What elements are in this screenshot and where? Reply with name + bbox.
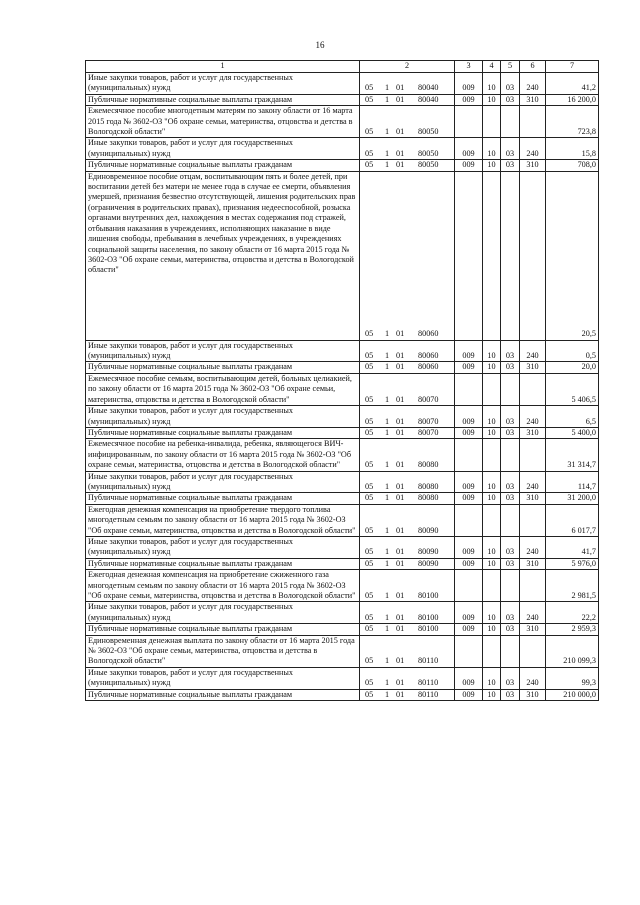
target-code-part: 1: [385, 362, 390, 372]
target-code-part: 80090: [418, 547, 439, 557]
expense-type-code: [520, 439, 546, 471]
section-code: [483, 504, 501, 536]
amount: 16 200,0: [546, 94, 599, 105]
target-code-part: 01: [396, 481, 405, 491]
budget-table: [85, 60, 599, 701]
target-code: [360, 94, 455, 105]
grbs-code: 009: [455, 602, 483, 624]
row-name: Иные закупки товаров, работ и услуг для государственных (муниципальных) нужд: [86, 536, 360, 558]
target-code-part: 80090: [418, 525, 439, 535]
row-name: Единовременная денежная выплата по закону области от 16 марта 2015 года № 3602-ОЗ "Об охране семьи, материнства, отцовства и детства в Вологодской области": [86, 635, 360, 667]
subsection-code: 03: [501, 94, 520, 105]
target-code-part: 1: [385, 394, 390, 404]
target-code-part: 01: [396, 689, 405, 699]
row-name: Публичные нормативные социальные выплаты гражданам: [86, 558, 360, 569]
table-row: [86, 504, 599, 536]
section-code: 10: [483, 558, 501, 569]
grbs-code: 009: [455, 340, 483, 362]
subsection-code: 03: [501, 362, 520, 373]
section-code: 10: [483, 493, 501, 504]
row-name: Иные закупки товаров, работ и услуг для государственных (муниципальных) нужд: [86, 340, 360, 362]
target-code-part: 05: [365, 689, 374, 699]
target-code-part: 80040: [418, 94, 439, 104]
expense-type-code: 310: [520, 160, 546, 171]
target-code-part: 1: [385, 689, 390, 699]
target-code-part: 80040: [418, 83, 439, 93]
target-code-part: 01: [396, 416, 405, 426]
subsection-code: [501, 171, 520, 340]
grbs-code: 009: [455, 471, 483, 493]
grbs-code: 009: [455, 138, 483, 160]
section-code: [483, 439, 501, 471]
target-code: [360, 504, 455, 536]
section-code: [483, 570, 501, 602]
target-code-part: 05: [365, 558, 374, 568]
grbs-code: [455, 504, 483, 536]
table-row: [86, 340, 599, 362]
subsection-code: 03: [501, 138, 520, 160]
expense-type-code: 240: [520, 340, 546, 362]
table-row: [86, 73, 599, 95]
row-name: Публичные нормативные социальные выплаты гражданам: [86, 362, 360, 373]
target-code: [360, 406, 455, 428]
section-code: 10: [483, 73, 501, 95]
target-code-part: 1: [385, 558, 390, 568]
target-code-part: 05: [365, 83, 374, 93]
row-name: Иные закупки товаров, работ и услуг для государственных (муниципальных) нужд: [86, 138, 360, 160]
target-code-part: 80050: [418, 160, 439, 170]
grbs-code: [455, 373, 483, 405]
target-code-part: 01: [396, 678, 405, 688]
target-code-part: 05: [365, 427, 374, 437]
column-header-subsection: 5: [501, 61, 520, 73]
table-row: [86, 689, 599, 700]
section-code: 10: [483, 689, 501, 700]
section-code: 10: [483, 536, 501, 558]
grbs-code: 009: [455, 160, 483, 171]
target-code: [360, 427, 455, 438]
amount: 708,0: [546, 160, 599, 171]
amount: 0,5: [546, 340, 599, 362]
grbs-code: [455, 106, 483, 138]
target-code: [360, 73, 455, 95]
target-code: [360, 493, 455, 504]
amount: 2 981,5: [546, 570, 599, 602]
row-name: Публичные нормативные социальные выплаты гражданам: [86, 493, 360, 504]
target-code-part: 05: [365, 394, 374, 404]
table-row: [86, 94, 599, 105]
target-code-part: 01: [396, 460, 405, 470]
target-code-part: 1: [385, 148, 390, 158]
grbs-code: 009: [455, 427, 483, 438]
target-code-part: 80090: [418, 558, 439, 568]
target-code: [360, 106, 455, 138]
row-name: Ежемесячное пособие на ребенка-инвалида, ребенка, являющегося ВИЧ-инфицированным, по закону области от 16 марта 2015 года № 3602-ОЗ "Об охране семьи, материнства, отцовства и детства в Вологодской области": [86, 439, 360, 471]
amount: 41,7: [546, 536, 599, 558]
table-body: [86, 73, 599, 701]
target-code-part: 1: [385, 160, 390, 170]
target-code: [360, 471, 455, 493]
amount: 99,3: [546, 667, 599, 689]
target-code: [360, 667, 455, 689]
target-code-part: 80100: [418, 612, 439, 622]
amount: 2 959,3: [546, 624, 599, 635]
target-code-part: 80080: [418, 493, 439, 503]
expense-type-code: 310: [520, 94, 546, 105]
table-row: [86, 106, 599, 138]
table-row: [86, 536, 599, 558]
target-code-part: 01: [396, 351, 405, 361]
target-code-part: 1: [385, 678, 390, 688]
target-code-part: 80060: [418, 362, 439, 372]
target-code-part: 05: [365, 656, 374, 666]
amount: 41,2: [546, 73, 599, 95]
target-code-part: 1: [385, 416, 390, 426]
row-name: Ежегодная денежная компенсация на приобретение сжиженного газа многодетным семьям по закону области от 16 марта 2015 года № 3602-ОЗ "Об охране семьи, материнства, отцовства и детства в Вологодской области": [86, 570, 360, 602]
target-code-part: 05: [365, 148, 374, 158]
grbs-code: 009: [455, 624, 483, 635]
target-code-part: 1: [385, 127, 390, 137]
amount: 20,0: [546, 362, 599, 373]
expense-type-code: 240: [520, 138, 546, 160]
target-code-part: 01: [396, 591, 405, 600]
expense-type-code: 240: [520, 406, 546, 428]
column-header-amount: 7: [546, 61, 599, 73]
section-code: [483, 171, 501, 340]
table-row: [86, 138, 599, 160]
target-code: [360, 635, 455, 667]
amount: 723,8: [546, 106, 599, 138]
expense-type-code: [520, 373, 546, 405]
column-header-section: 4: [483, 61, 501, 73]
target-code-part: 05: [365, 678, 374, 688]
target-code-part: 1: [385, 624, 390, 634]
section-code: 10: [483, 406, 501, 428]
amount: 31 200,0: [546, 493, 599, 504]
subsection-code: [501, 504, 520, 536]
target-code-part: 01: [396, 493, 405, 503]
target-code-part: 05: [365, 612, 374, 622]
expense-type-code: 310: [520, 624, 546, 635]
target-code-part: 05: [365, 127, 374, 137]
grbs-code: 009: [455, 493, 483, 504]
amount: 6 017,7: [546, 504, 599, 536]
grbs-code: 009: [455, 689, 483, 700]
target-code-part: 80100: [418, 624, 439, 634]
table-row: [86, 427, 599, 438]
expense-type-code: 310: [520, 493, 546, 504]
target-code-part: 05: [365, 160, 374, 170]
target-code-part: 80070: [418, 394, 439, 404]
section-code: 10: [483, 138, 501, 160]
target-code-part: 1: [385, 591, 390, 600]
table-row: [86, 160, 599, 171]
target-code-part: 1: [385, 493, 390, 503]
target-code-part: 01: [396, 427, 405, 437]
grbs-code: 009: [455, 362, 483, 373]
table-row: [86, 635, 599, 667]
target-code-part: 80050: [418, 127, 439, 137]
section-code: 10: [483, 362, 501, 373]
expense-type-code: 240: [520, 602, 546, 624]
expense-type-code: 240: [520, 73, 546, 95]
subsection-code: 03: [501, 624, 520, 635]
row-name: Иные закупки товаров, работ и услуг для государственных (муниципальных) нужд: [86, 667, 360, 689]
table-row: [86, 558, 599, 569]
amount: 5 976,0: [546, 558, 599, 569]
amount: 20,5: [546, 171, 599, 340]
target-code-part: 80060: [418, 351, 439, 361]
target-code-part: 1: [385, 481, 390, 491]
table-row: [86, 667, 599, 689]
section-code: 10: [483, 94, 501, 105]
amount: 5 406,5: [546, 373, 599, 405]
target-code: [360, 373, 455, 405]
expense-type-code: [520, 570, 546, 602]
expense-type-code: 310: [520, 362, 546, 373]
amount: 15,8: [546, 138, 599, 160]
target-code-part: 01: [396, 127, 405, 137]
target-code-part: 05: [365, 416, 374, 426]
expense-type-code: [520, 106, 546, 138]
target-code-part: 05: [365, 351, 374, 361]
target-code-part: 05: [365, 591, 374, 600]
grbs-code: [455, 439, 483, 471]
row-name: Единовременное пособие отцам, воспитывающим пять и более детей, при воспитании детей без матери не менее года в случае ее смерти, объявления умершей, признания безвестно отсутствующей, лишения родительских прав (ограничения в родительских правах), признания недееспособной, розыска органами внутренних дел, нахождения в местах содержания под стражей, отбывания наказания в учреждениях, исполняющих наказание в виде лишения свободы, пребывания в лечебных учреждениях, в учреждениях социальной защиты населения, по закону области от 16 марта 2015 года № 3602-ОЗ "Об охране семьи, материнства, отцовства и детства в Вологодской области": [86, 171, 360, 340]
expense-type-code: 240: [520, 667, 546, 689]
row-name: Публичные нормативные социальные выплаты гражданам: [86, 427, 360, 438]
target-code-part: 01: [396, 148, 405, 158]
target-code-part: 1: [385, 656, 390, 666]
table-row: [86, 471, 599, 493]
target-code-part: 05: [365, 362, 374, 372]
target-code-part: 01: [396, 624, 405, 634]
page-number: 16: [315, 40, 325, 50]
grbs-code: [455, 570, 483, 602]
target-code-part: 80100: [418, 591, 439, 600]
subsection-code: 03: [501, 602, 520, 624]
target-code-part: 01: [396, 394, 405, 404]
row-name: Публичные нормативные социальные выплаты гражданам: [86, 94, 360, 105]
target-code-part: 80080: [418, 460, 439, 470]
target-code: [360, 340, 455, 362]
column-header-expense-type: 6: [520, 61, 546, 73]
target-code-part: 05: [365, 525, 374, 535]
target-code-part: 1: [385, 460, 390, 470]
section-code: [483, 373, 501, 405]
amount: 31 314,7: [546, 439, 599, 471]
amount: 5 400,0: [546, 427, 599, 438]
target-code-part: 05: [365, 329, 374, 339]
target-code-part: 80110: [418, 678, 439, 688]
grbs-code: 009: [455, 667, 483, 689]
grbs-code: 009: [455, 406, 483, 428]
expense-type-code: 240: [520, 471, 546, 493]
expense-type-code: 310: [520, 558, 546, 569]
target-code-part: 01: [396, 329, 405, 339]
section-code: 10: [483, 340, 501, 362]
expense-type-code: [520, 635, 546, 667]
target-code: [360, 171, 455, 340]
target-code-part: 01: [396, 362, 405, 372]
subsection-code: 03: [501, 471, 520, 493]
target-code-part: 1: [385, 83, 390, 93]
subsection-code: [501, 373, 520, 405]
row-name: Иные закупки товаров, работ и услуг для государственных (муниципальных) нужд: [86, 471, 360, 493]
expense-type-code: 310: [520, 427, 546, 438]
table-row: [86, 406, 599, 428]
subsection-code: 03: [501, 689, 520, 700]
subsection-code: 03: [501, 536, 520, 558]
subsection-code: 03: [501, 667, 520, 689]
target-code: [360, 138, 455, 160]
amount: 6,5: [546, 406, 599, 428]
subsection-code: 03: [501, 493, 520, 504]
target-code: [360, 624, 455, 635]
subsection-code: 03: [501, 73, 520, 95]
subsection-code: [501, 439, 520, 471]
row-name: Публичные нормативные социальные выплаты гражданам: [86, 160, 360, 171]
table-row: [86, 602, 599, 624]
grbs-code: 009: [455, 558, 483, 569]
column-header-name: 1: [86, 61, 360, 73]
table-row: [86, 570, 599, 602]
row-name: Иные закупки товаров, работ и услуг для государственных (муниципальных) нужд: [86, 406, 360, 428]
row-name: Иные закупки товаров, работ и услуг для государственных (муниципальных) нужд: [86, 602, 360, 624]
amount: 114,7: [546, 471, 599, 493]
target-code-part: 80070: [418, 416, 439, 426]
row-name: Ежемесячное пособие семьям, воспитывающим детей, больных целиакией, по закону области от 16 марта 2015 года № 3602-ОЗ "Об охране семьи, материнства, отцовства и детства в Вологодской области": [86, 373, 360, 405]
target-code-part: 1: [385, 612, 390, 622]
target-code-part: 01: [396, 656, 405, 666]
target-code: [360, 439, 455, 471]
target-code-part: 80110: [418, 656, 439, 666]
target-code-part: 80070: [418, 427, 439, 437]
target-code-part: 01: [396, 558, 405, 568]
row-name: Публичные нормативные социальные выплаты гражданам: [86, 624, 360, 635]
target-code-part: 1: [385, 427, 390, 437]
target-code: [360, 558, 455, 569]
target-code-part: 05: [365, 460, 374, 470]
target-code-part: 1: [385, 329, 390, 339]
section-code: 10: [483, 160, 501, 171]
target-code-part: 05: [365, 493, 374, 503]
amount: 210 000,0: [546, 689, 599, 700]
target-code: [360, 602, 455, 624]
expense-type-code: 310: [520, 689, 546, 700]
table-row: [86, 362, 599, 373]
target-code-part: 01: [396, 160, 405, 170]
subsection-code: 03: [501, 340, 520, 362]
target-code: [360, 570, 455, 602]
target-code: [360, 536, 455, 558]
table-row: [86, 493, 599, 504]
section-code: [483, 106, 501, 138]
section-code: 10: [483, 471, 501, 493]
row-name: Ежемесячное пособие многодетным матерям по закону области от 16 марта 2015 года № 3602-ОЗ "Об охране семьи, материнства, отцовства и детства в Вологодской области": [86, 106, 360, 138]
row-name: Ежегодная денежная компенсация на приобретение твердого топлива многодетным семьям по закону области от 16 марта 2015 года № 3602-ОЗ "Об охране семьи, материнства, отцовства и детства в Вологодской области": [86, 504, 360, 536]
target-code-part: 1: [385, 351, 390, 361]
amount: 210 099,3: [546, 635, 599, 667]
table-row: [86, 439, 599, 471]
target-code: [360, 160, 455, 171]
grbs-code: 009: [455, 94, 483, 105]
target-code-part: 1: [385, 547, 390, 557]
subsection-code: [501, 635, 520, 667]
target-code-part: 01: [396, 547, 405, 557]
section-code: 10: [483, 427, 501, 438]
target-code-part: 01: [396, 94, 405, 104]
target-code-part: 80060: [418, 329, 439, 339]
target-code-part: 05: [365, 547, 374, 557]
subsection-code: [501, 570, 520, 602]
row-name: Иные закупки товаров, работ и услуг для государственных (муниципальных) нужд: [86, 73, 360, 95]
header-row: [86, 61, 599, 73]
section-code: [483, 635, 501, 667]
subsection-code: 03: [501, 406, 520, 428]
grbs-code: [455, 171, 483, 340]
section-code: 10: [483, 624, 501, 635]
target-code-part: 80110: [418, 689, 439, 699]
target-code: [360, 362, 455, 373]
section-code: 10: [483, 667, 501, 689]
column-header-grbs: 3: [455, 61, 483, 73]
grbs-code: 009: [455, 73, 483, 95]
target-code-part: 05: [365, 481, 374, 491]
target-code: [360, 689, 455, 700]
target-code-part: 05: [365, 624, 374, 634]
grbs-code: 009: [455, 536, 483, 558]
amount: 22,2: [546, 602, 599, 624]
subsection-code: 03: [501, 558, 520, 569]
grbs-code: [455, 635, 483, 667]
expense-type-code: 240: [520, 536, 546, 558]
subsection-code: [501, 106, 520, 138]
target-code-part: 01: [396, 612, 405, 622]
section-code: 10: [483, 602, 501, 624]
target-code-part: 01: [396, 525, 405, 535]
target-code-part: 1: [385, 94, 390, 104]
expense-type-code: [520, 504, 546, 536]
column-header-target-code: 2: [360, 61, 455, 73]
subsection-code: 03: [501, 427, 520, 438]
target-code-part: 80080: [418, 481, 439, 491]
target-code-part: 1: [385, 525, 390, 535]
target-code-part: 01: [396, 83, 405, 93]
row-name: Публичные нормативные социальные выплаты гражданам: [86, 689, 360, 700]
target-code-part: 05: [365, 94, 374, 104]
table-row: [86, 373, 599, 405]
target-code-part: 80050: [418, 148, 439, 158]
table-row: [86, 171, 599, 340]
subsection-code: 03: [501, 160, 520, 171]
expense-type-code: [520, 171, 546, 340]
table-row: [86, 624, 599, 635]
